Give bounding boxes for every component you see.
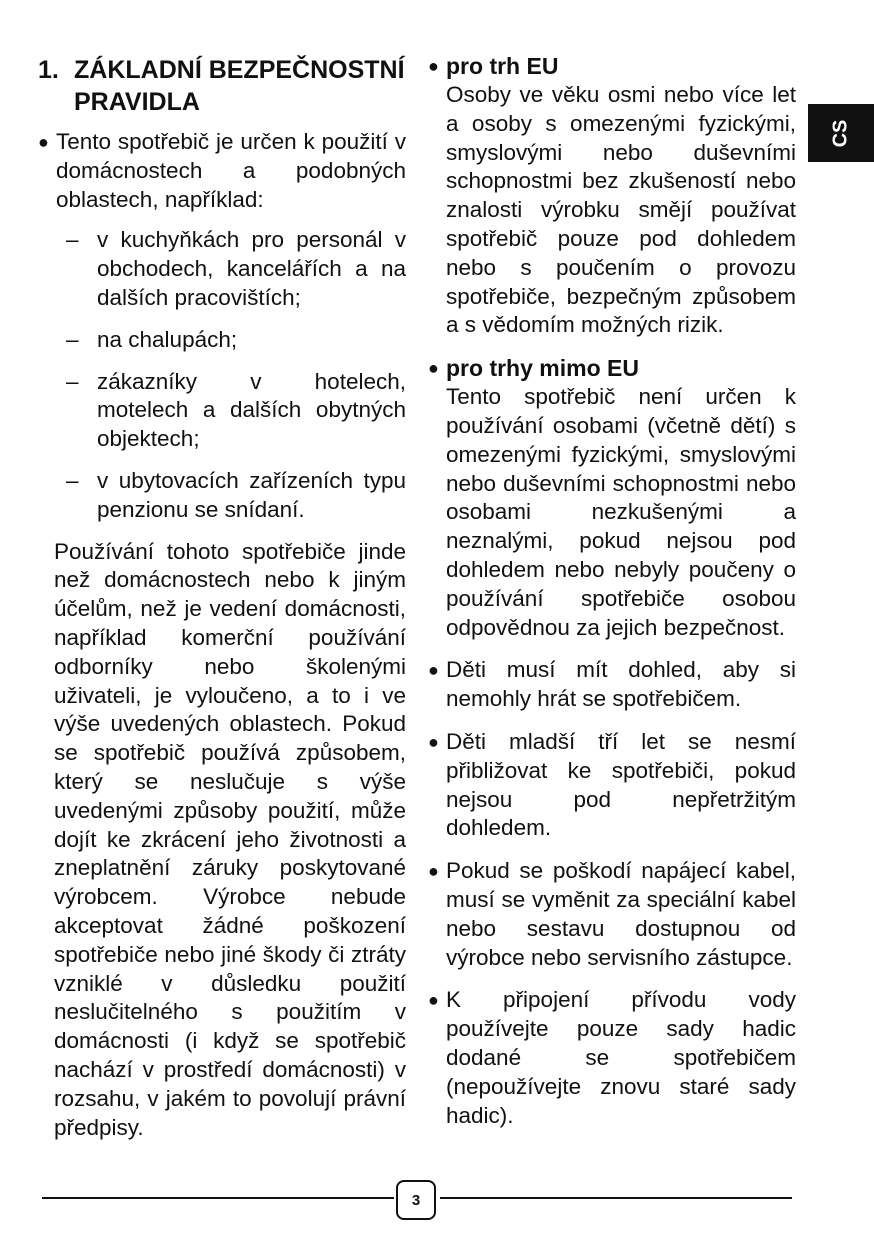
list-item-text: v ubytovacích zařízeních typu penzionu se snídaní. [97,467,406,522]
bullet-icon: ● [428,56,439,76]
bullet-icon: ● [428,861,439,882]
list-item-text: Děti musí mít dohled, aby si nemohly hrát se spotřebičem. [446,657,796,712]
non-eu-text: Tento spotřebič není určen k používání osobami (včetně dětí) s omezenými fyzickými, smyslovými nebo duševními schopnostmi nebo osobami nezkušenými a neznalými, pokud nejsou pod dohledem nebo nebyly poučeny o používání spotřebiče osobou odpovědnou za jejich bezpečnost. [446,384,796,640]
list-item [66,226,406,312]
non-eu-section [428,354,796,642]
usage-area-list [66,226,406,524]
bullet-icon: ● [428,731,439,752]
section-title [74,54,405,118]
section-heading [38,54,406,118]
eu-text: Osoby ve věku osmi nebo více let a osoby s omezenými fyzickými, smyslovými nebo duševními schopnostmi bez zkušeností nebo znalosti výrobku smějí používat spotřebič pouze pod dohledem nebo s poučením o provozu spotřebiče, bezpečným způsobem a s vědomím možných rizik. [446,82,796,338]
right-column [428,52,796,1144]
bullet-icon: ● [38,132,49,152]
section-title-line2: PRAVIDLA [74,88,200,116]
list-item [428,857,796,972]
list-item-text: v kuchyňkách pro personál v obchodech, kancelářích a na dalších pracovištích; [97,227,406,310]
dash-icon: – [66,227,79,253]
section-title-line1: ZÁKLADNÍ BEZPEČNOSTNÍ [74,56,405,84]
non-eu-heading-text: pro trhy mimo EU [446,355,639,382]
dash-icon: – [66,326,79,352]
language-tab-label: CS [829,119,852,147]
list-item [428,986,796,1130]
list-item-text: na chalupách; [97,326,238,352]
footer-divider-left [42,1197,394,1199]
page-number-text: 3 [411,1191,421,1209]
eu-heading [428,52,796,81]
list-item [428,728,796,843]
dash-icon: – [66,467,79,493]
section-number: 1. [38,56,59,84]
eu-section [428,52,796,340]
list-item [66,326,406,355]
language-tab [808,104,874,162]
list-item-text: Děti mladší tří let se nesmí přibližovat ke spotřebiči, pokud nejsou pod nepřetržitým dohledem. [446,728,796,841]
left-column [38,52,406,1142]
list-item-text: zákazníky v hotelech, motelech a dalších obytných objektech; [97,368,406,452]
footer-divider-right [440,1197,792,1199]
list-item [66,467,406,525]
bullet-icon: ● [428,660,439,681]
list-item-text: Pokud se poškodí napájecí kabel, musí se vyměnit za speciální kabel nebo sestavu dostupnou od výrobce nebo servisního zástupce. [446,858,796,970]
usage-paragraph: Používání tohoto spotřebiče jinde než domácnostech nebo k jiným účelům, než je vedení domácnosti, například komerční používání odborníky nebo školenými uživateli, je vyloučeno, a to i ve výše uvedených oblastech. Pokud se spotřebič používá způsobem, který se neslučuje s výše uvedenými způsoby použití, může dojít ke zkrácení jeho životnosti a zneplatnění záruky poskytované výrobcem. Výrobce nebude akceptovat žádné poškození spotřebiče nebo jiné škody či ztráty vzniklé v důsledku použití neslučitelného s použitím v domácnosti (i když se spotřebič nachází v prostředí domácnosti) v rozsahu, v jakém to povolují právní předpisy. [54,538,406,1140]
eu-heading-text: pro trh EU [446,53,559,79]
intro-bullet [38,128,406,214]
list-item [428,656,796,714]
bullet-icon: ● [428,358,439,379]
list-item-text: K připojení přívodu vody používejte pouze sady hadic dodané se spotřebičem (nepoužívejte znovu staré sady hadic). [446,987,796,1128]
list-item [66,368,406,454]
dash-icon: – [66,368,79,394]
non-eu-heading [428,354,796,383]
intro-bullet-text: Tento spotřebič je určen k použití v domácnostech a podobných oblastech, například: [56,129,406,212]
bullet-icon: ● [428,990,439,1011]
page-number [396,1180,436,1220]
